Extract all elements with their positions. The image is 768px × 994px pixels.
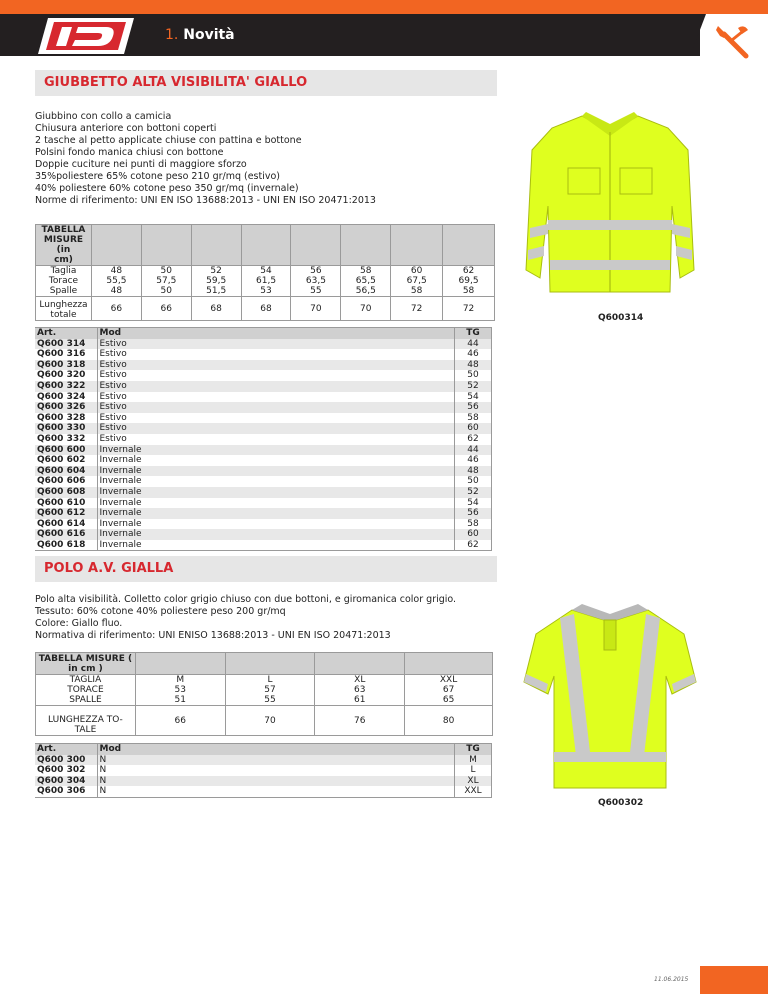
art-cell: Q600 602 (35, 455, 97, 466)
tg-cell: 56 (455, 508, 492, 519)
mod-cell: Invernale (97, 455, 455, 466)
table-row (35, 487, 492, 498)
mod-cell: N (97, 755, 455, 766)
art-cell: Q600 314 (35, 339, 97, 350)
tg-cell: 60 (455, 529, 492, 540)
art-header: Art. (35, 744, 97, 755)
mod-header: Mod (97, 744, 455, 755)
jacket-desc-line: Polsini fondo manica chiusi con bottone (35, 147, 224, 158)
mod-cell: N (97, 786, 455, 797)
size-cell: 50 57,5 50 (141, 266, 191, 297)
table-row (35, 786, 492, 797)
tg-cell: 52 (455, 487, 492, 498)
mod-cell: Invernale (97, 519, 455, 530)
art-cell: Q600 618 (35, 540, 97, 551)
mod-cell: Estivo (97, 402, 455, 413)
size-cell: 66 (135, 706, 225, 736)
table-row (35, 402, 492, 413)
tg-cell: 46 (455, 349, 492, 360)
table-row (35, 434, 492, 445)
table-row (35, 413, 492, 424)
art-cell: Q600 322 (35, 381, 97, 392)
table-row (35, 423, 492, 434)
art-cell: Q600 604 (35, 466, 97, 477)
table-row (35, 755, 492, 766)
mod-cell: Estivo (97, 392, 455, 403)
tg-cell: 48 (455, 360, 492, 371)
tg-cell: 54 (455, 498, 492, 509)
art-cell: Q600 302 (35, 765, 97, 776)
tg-cell: 50 (455, 370, 492, 381)
polo-articles-table (35, 743, 492, 798)
tg-cell: 44 (455, 445, 492, 456)
tg-cell: 56 (455, 402, 492, 413)
mod-cell: Invernale (97, 508, 455, 519)
art-cell: Q600 328 (35, 413, 97, 424)
mod-cell: Estivo (97, 381, 455, 392)
polo-size-table (35, 652, 493, 736)
jacket-desc-line: 35%poliestere 65% cotone peso 210 gr/mq (estivo) (35, 171, 281, 182)
art-cell: Q600 616 (35, 529, 97, 540)
art-cell: Q600 300 (35, 755, 97, 766)
size-cell: 56 63,5 55 (291, 266, 341, 297)
tg-header: TG (455, 328, 492, 339)
size-cell: 70 (225, 706, 315, 736)
header-bar-tail (690, 14, 706, 56)
mod-header: Mod (97, 328, 455, 339)
mod-cell: Invernale (97, 445, 455, 456)
chapter-number: 1. (165, 27, 179, 43)
brand-logo (38, 16, 138, 56)
polo-description (35, 594, 456, 642)
table-row (35, 529, 492, 540)
table-row (35, 508, 492, 519)
mod-cell: Estivo (97, 339, 455, 350)
size-cell: 66 (91, 297, 141, 321)
art-cell: Q600 304 (35, 776, 97, 787)
polo-desc-line: Colore: Giallo fluo. (35, 618, 123, 629)
table-row (35, 466, 492, 477)
jacket-size-table (35, 224, 495, 321)
polo-product-code: Q600302 (598, 798, 644, 808)
art-cell: Q600 610 (35, 498, 97, 509)
size-row-label: Taglia Torace Spalle (36, 266, 92, 297)
polo-desc-line: Normativa di riferimento: UNI ENISO 13688:2013 - UNI EN ISO 20471:2013 (35, 630, 391, 641)
size-cell: 68 (241, 297, 291, 321)
size-cell: XL 63 61 (315, 675, 405, 706)
jacket-desc-line: Norme di riferimento: UNI EN ISO 13688:2013 - UNI EN ISO 20471:2013 (35, 195, 376, 206)
tg-cell: 62 (455, 540, 492, 551)
polo-desc-line: Tessuto: 60% cotone 40% poliestere peso 200 gr/mq (35, 606, 286, 617)
tg-cell: 50 (455, 476, 492, 487)
table-row (35, 498, 492, 509)
art-cell: Q600 324 (35, 392, 97, 403)
size-cell: 48 55,5 48 (91, 266, 141, 297)
jacket-desc-line: Doppie cuciture nei punti di maggiore sforzo (35, 159, 247, 170)
mod-cell: Invernale (97, 466, 455, 477)
chapter-title: Novità (183, 27, 235, 43)
tg-cell: 54 (455, 392, 492, 403)
polo-image (520, 602, 700, 797)
art-cell: Q600 606 (35, 476, 97, 487)
mod-cell: Estivo (97, 413, 455, 424)
size-cell: XXL 67 65 (405, 675, 493, 706)
tg-cell: 60 (455, 423, 492, 434)
mod-cell: N (97, 776, 455, 787)
table-row (35, 349, 492, 360)
jacket-product-code: Q600314 (598, 313, 644, 323)
art-cell: Q600 320 (35, 370, 97, 381)
size-cell: 76 (315, 706, 405, 736)
polo-section-title: POLO A.V. GIALLA (35, 556, 497, 582)
wrench-icon (712, 22, 752, 62)
table-row (35, 540, 492, 551)
jacket-desc-line: 2 tasche al petto applicate chiuse con pattina e bottone (35, 135, 302, 146)
art-cell: Q600 316 (35, 349, 97, 360)
polo-desc-line: Polo alta visibilità. Colletto color grigio chiuso con due bottoni, e giromanica color grigio. (35, 594, 457, 605)
jacket-desc-line: Giubbino con collo a camicia (35, 111, 172, 122)
tg-cell: 58 (455, 413, 492, 424)
size-cell: L 57 55 (225, 675, 315, 706)
mod-cell: N (97, 765, 455, 776)
mod-cell: Estivo (97, 370, 455, 381)
size-cell: 70 (291, 297, 341, 321)
tg-cell: 44 (455, 339, 492, 350)
art-cell: Q600 330 (35, 423, 97, 434)
tg-cell: L (455, 765, 492, 776)
size-cell: 66 (141, 297, 191, 321)
mod-cell: Invernale (97, 540, 455, 551)
table-row (35, 765, 492, 776)
tg-cell: 48 (455, 466, 492, 477)
mod-cell: Invernale (97, 498, 455, 509)
size-cell: 54 61,5 53 (241, 266, 291, 297)
tg-cell: XL (455, 776, 492, 787)
table-row (35, 381, 492, 392)
tg-cell: 46 (455, 455, 492, 466)
size-cell: 72 (443, 297, 495, 321)
art-cell: Q600 614 (35, 519, 97, 530)
size-cell: M 53 51 (135, 675, 225, 706)
tg-header: TG (455, 744, 492, 755)
mod-cell: Invernale (97, 476, 455, 487)
size-table-header: TABELLA MISURE ( in cm ) (36, 653, 136, 675)
mod-cell: Estivo (97, 349, 455, 360)
jacket-image (520, 110, 700, 305)
table-row (35, 455, 492, 466)
art-cell: Q600 612 (35, 508, 97, 519)
top-orange-strip (0, 0, 768, 14)
table-row (35, 776, 492, 787)
jacket-desc-line: 40% poliestere 60% cotone peso 350 gr/mq (invernale) (35, 183, 299, 194)
art-header: Art. (35, 328, 97, 339)
table-row (35, 360, 492, 371)
mod-cell: Invernale (97, 529, 455, 540)
size-table-header: TABELLA MISURE (in cm) (36, 225, 92, 266)
footer-corner-block (700, 966, 768, 994)
table-row (35, 476, 492, 487)
art-cell: Q600 332 (35, 434, 97, 445)
jacket-articles-table (35, 327, 492, 551)
size-cell: 80 (405, 706, 493, 736)
tg-cell: XXL (455, 786, 492, 797)
size-cell: 70 (341, 297, 391, 321)
size-cell: 62 69,5 58 (443, 266, 495, 297)
table-row (35, 370, 492, 381)
size-cell: 52 59,5 51,5 (191, 266, 241, 297)
art-cell: Q600 608 (35, 487, 97, 498)
jacket-desc-line: Chiusura anteriore con bottoni coperti (35, 123, 217, 134)
size-row-label: TAGLIA TORACE SPALLE (36, 675, 136, 706)
size-cell: 58 65,5 56,5 (341, 266, 391, 297)
chapter-heading (165, 27, 235, 43)
art-cell: Q600 306 (35, 786, 97, 797)
size-cell: 72 (391, 297, 443, 321)
mod-cell: Estivo (97, 434, 455, 445)
size-row-label: Lunghezza totale (36, 297, 92, 321)
mod-cell: Estivo (97, 423, 455, 434)
art-cell: Q600 600 (35, 445, 97, 456)
tg-cell: M (455, 755, 492, 766)
tg-cell: 52 (455, 381, 492, 392)
jacket-section-title: GIUBBETTO ALTA VISIBILITA' GIALLO (35, 70, 497, 96)
tg-cell: 58 (455, 519, 492, 530)
art-cell: Q600 318 (35, 360, 97, 371)
size-row-label: LUNGHEZZA TO- TALE (36, 706, 136, 736)
table-row (35, 445, 492, 456)
tg-cell: 62 (455, 434, 492, 445)
table-row (35, 392, 492, 403)
mod-cell: Invernale (97, 487, 455, 498)
footer-date: 11.06.2015 (654, 976, 689, 983)
table-row (35, 519, 492, 530)
size-cell: 68 (191, 297, 241, 321)
mod-cell: Estivo (97, 360, 455, 371)
size-cell: 60 67,5 58 (391, 266, 443, 297)
table-row (35, 339, 492, 350)
jacket-description (35, 111, 376, 207)
art-cell: Q600 326 (35, 402, 97, 413)
